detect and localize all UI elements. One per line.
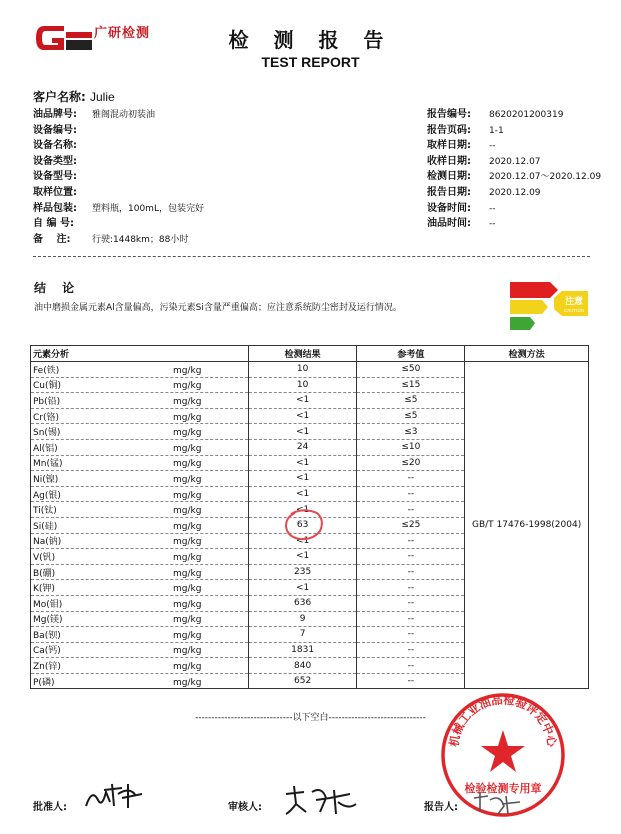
element-cell: [31, 580, 249, 596]
element-cell: [31, 517, 249, 533]
reference-cell: ≤3: [357, 424, 465, 440]
info-value: --: [489, 219, 496, 230]
element-cell: [31, 362, 249, 378]
info-label: 取样位置:: [33, 186, 77, 198]
info-value: 行驶:1448km；88小时: [92, 234, 189, 245]
caution-badge-cn: 注意: [564, 297, 584, 307]
info-row: [427, 185, 601, 201]
client-name: [33, 88, 115, 105]
element-name: Pb(铅): [33, 396, 61, 407]
element-cell: [31, 564, 249, 580]
reference-cell: --: [357, 533, 465, 549]
reference-cell: --: [357, 502, 465, 518]
element-name: Cu(铜): [33, 381, 62, 392]
element-unit: mg/kg: [173, 474, 202, 485]
info-label: 自 编 号:: [33, 218, 74, 230]
info-value: 1-1: [489, 125, 504, 136]
reference-cell: --: [357, 611, 465, 627]
info-label: 收样日期:: [427, 155, 471, 167]
info-row: [33, 232, 204, 248]
element-unit: mg/kg: [173, 630, 202, 641]
result-cell: 840: [248, 658, 357, 674]
reference-cell: --: [357, 595, 465, 611]
info-label: 设备型号:: [33, 171, 77, 183]
result-cell: 63: [248, 517, 357, 533]
result-cell: 1831: [248, 642, 357, 658]
element-unit: mg/kg: [173, 365, 202, 376]
reference-cell: --: [357, 549, 465, 565]
element-unit: mg/kg: [173, 521, 202, 532]
info-row: [427, 107, 601, 123]
seal-bottom-text: 检验检测专用章: [464, 782, 542, 795]
result-cell: <1: [248, 471, 357, 487]
reporter-label: 报告人:: [424, 802, 458, 813]
method-cell: GB/T 17476-1998(2004): [471, 520, 582, 531]
info-label: 油品牌号:: [33, 109, 77, 120]
info-value: 8620201200319: [489, 110, 564, 120]
element-unit: mg/kg: [173, 599, 202, 610]
element-cell: [31, 642, 249, 658]
reference-cell: --: [357, 673, 465, 689]
element-unit: mg/kg: [173, 412, 202, 423]
result-cell: <1: [248, 393, 357, 409]
reference-cell: --: [357, 658, 465, 674]
result-cell: <1: [248, 502, 357, 518]
element-cell: [31, 658, 249, 674]
report-title-en: TEST REPORT: [261, 54, 360, 70]
conclusion-text: 油中磨损金属元素Al含量偏高，污染元素Si含量严重偏高；应注意系统防尘密封及运行情况。: [34, 303, 402, 313]
conclusion-title: 结 论: [34, 281, 81, 295]
result-cell: <1: [248, 549, 357, 565]
header-result: 检测结果: [248, 346, 357, 362]
result-cell: 652: [248, 673, 357, 689]
element-name: Fe(铁): [33, 365, 60, 376]
info-label: 设备名称:: [33, 140, 77, 152]
reference-cell: ≤15: [357, 377, 465, 393]
element-cell: [31, 627, 249, 643]
element-name: P(磷): [33, 677, 55, 688]
caution-status-icon: [510, 280, 592, 336]
element-name: Mo(钼): [33, 599, 63, 610]
result-cell: <1: [248, 424, 357, 440]
info-label: 备 注:: [33, 233, 71, 245]
client-value: Julie: [90, 90, 115, 104]
info-row: [427, 138, 601, 154]
element-cell: [31, 439, 249, 455]
element-name: Ti(钛): [33, 506, 57, 517]
reference-cell: --: [357, 486, 465, 502]
result-cell: 7: [248, 627, 357, 643]
element-cell: [31, 595, 249, 611]
info-label: 报告编号:: [427, 109, 471, 120]
info-value: 2020.12.07～2020.12.09: [489, 172, 602, 183]
info-row: [33, 216, 204, 232]
table-row: [31, 362, 589, 378]
table-header-row: [31, 346, 589, 362]
info-label: 检测日期:: [427, 171, 471, 183]
info-row: [33, 201, 204, 217]
reporter-signature: [470, 790, 524, 816]
approver-signature: [82, 780, 146, 810]
info-value: --: [489, 141, 496, 152]
hand-drawn-circle-annotation: [283, 508, 325, 542]
info-row: [427, 123, 601, 139]
element-cell: [31, 455, 249, 471]
reference-cell: ≤50: [357, 362, 465, 378]
result-cell: 10: [248, 362, 357, 378]
info-value: --: [489, 203, 496, 214]
element-cell: [31, 486, 249, 502]
info-value: 塑料瓶，100mL，包装完好: [92, 203, 204, 214]
element-unit: mg/kg: [173, 646, 202, 657]
info-label: 设备类型:: [33, 155, 77, 167]
element-name: Cr(铬): [33, 412, 60, 423]
info-value: 雅阁混动初装油: [92, 110, 156, 120]
element-unit: mg/kg: [173, 396, 202, 407]
element-unit: mg/kg: [173, 443, 202, 454]
element-cell: [31, 424, 249, 440]
info-row: [427, 201, 601, 217]
info-value: 2020.12.09: [489, 187, 541, 198]
result-cell: <1: [248, 486, 357, 502]
seal-arc-text: 机械工业油品检验评定中心: [446, 692, 560, 748]
element-unit: mg/kg: [173, 490, 202, 501]
element-unit: mg/kg: [173, 615, 202, 626]
element-unit: mg/kg: [173, 677, 202, 688]
end-blank-note: ------------------------------以下空白------------------------------: [195, 713, 426, 723]
element-unit: mg/kg: [173, 506, 202, 517]
info-label: 设备时间:: [427, 202, 471, 214]
element-name: Ba(钡): [33, 630, 61, 641]
reference-cell: --: [357, 642, 465, 658]
reviewer-signature: [282, 784, 362, 818]
header-element: 元素分析: [31, 346, 249, 362]
result-cell: <1: [248, 533, 357, 549]
result-cell: 24: [248, 439, 357, 455]
info-row: [33, 107, 204, 123]
reviewer-label: 审核人:: [228, 802, 262, 813]
element-name: Ag(银): [33, 490, 61, 501]
element-cell: [31, 533, 249, 549]
header-method: 检测方法: [465, 346, 589, 362]
element-name: Na(钠): [33, 537, 62, 548]
element-cell: [31, 408, 249, 424]
result-cell: 9: [248, 611, 357, 627]
info-row: [33, 169, 204, 185]
info-label: 取样日期:: [427, 140, 471, 152]
element-unit: mg/kg: [173, 568, 202, 579]
result-cell: <1: [248, 580, 357, 596]
element-name: Si(硅): [33, 521, 58, 532]
client-label: 客户名称:: [33, 90, 86, 104]
info-label: 报告页码:: [427, 124, 471, 136]
result-cell: 10: [248, 377, 357, 393]
element-name: Mn(锰): [33, 459, 63, 470]
element-unit: mg/kg: [173, 381, 202, 392]
info-right-block: [427, 107, 601, 232]
element-name: Sn(锡): [33, 428, 61, 439]
result-cell: <1: [248, 455, 357, 471]
info-value: 2020.12.07: [489, 156, 541, 167]
info-label: 样品包装:: [33, 202, 77, 214]
element-name: Mg(镁): [33, 615, 63, 626]
element-cell: [31, 393, 249, 409]
element-cell: [31, 471, 249, 487]
info-row: [33, 123, 204, 139]
element-cell: [31, 673, 249, 689]
element-unit: mg/kg: [173, 537, 202, 548]
header-reference: 参考值: [357, 346, 465, 362]
element-name: Zn(锌): [33, 662, 61, 673]
element-cell: [31, 377, 249, 393]
element-unit: mg/kg: [173, 459, 202, 470]
section-divider: [33, 256, 590, 257]
element-unit: mg/kg: [173, 552, 202, 563]
reference-cell: --: [357, 627, 465, 643]
result-cell: 235: [248, 564, 357, 580]
report-title-cn: 检 测 报 告: [228, 28, 393, 52]
logo-text: 广研检测: [94, 26, 151, 41]
reference-cell: --: [357, 580, 465, 596]
element-unit: mg/kg: [173, 662, 202, 673]
info-row: [427, 216, 601, 232]
reference-cell: --: [357, 564, 465, 580]
info-row: [427, 169, 601, 185]
element-name: Al(铝): [33, 443, 58, 454]
reference-cell: --: [357, 471, 465, 487]
element-name: B(硼): [33, 568, 56, 579]
element-cell: [31, 549, 249, 565]
info-row: [33, 138, 204, 154]
approver-label: 批准人:: [33, 802, 67, 813]
element-unit: mg/kg: [173, 584, 202, 595]
element-cell: [31, 502, 249, 518]
result-cell: 636: [248, 595, 357, 611]
element-unit: mg/kg: [173, 428, 202, 439]
element-name: Ca(钙): [33, 646, 61, 657]
reference-cell: ≤10: [357, 439, 465, 455]
reference-cell: ≤5: [357, 393, 465, 409]
info-label: 油品时间:: [427, 218, 471, 230]
info-label: 报告日期:: [427, 186, 471, 198]
reference-cell: ≤5: [357, 408, 465, 424]
element-cell: [31, 611, 249, 627]
element-name: V(钒): [33, 552, 56, 563]
element-name: Ni(镍): [33, 474, 59, 485]
info-label: 设备编号:: [33, 124, 77, 136]
info-row: [427, 154, 601, 170]
element-name: K(钾): [33, 584, 55, 595]
caution-badge-en: CAUTION: [563, 308, 585, 313]
result-cell: <1: [248, 408, 357, 424]
seal-star-icon: [481, 730, 525, 772]
reference-cell: ≤20: [357, 455, 465, 471]
info-row: [33, 185, 204, 201]
reference-cell: ≤25: [357, 517, 465, 533]
info-row: [33, 154, 204, 170]
info-left-block: [33, 107, 204, 247]
